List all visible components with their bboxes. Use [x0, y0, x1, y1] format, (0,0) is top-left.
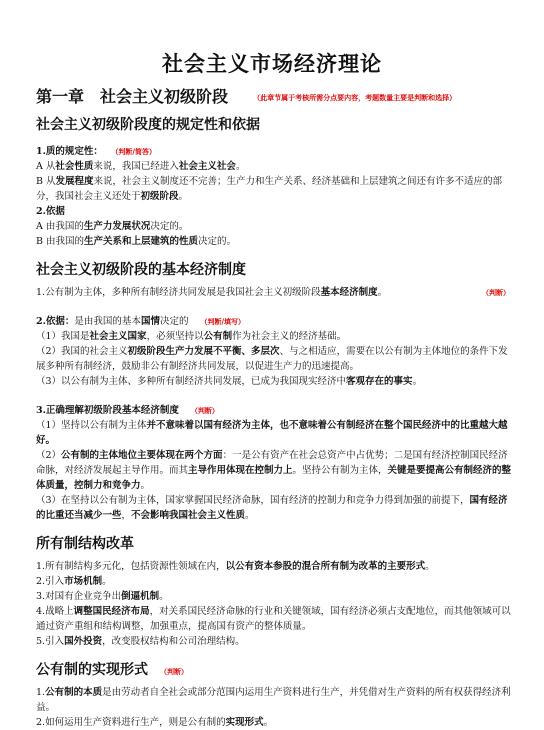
paragraph: 1.公有制的本质是由劳动者自全社会或部分范围内运用生产资料进行生产，并凭借对生产资料的所有权获得经济利益。	[36, 687, 511, 713]
paragraph: （3）在坚持以公有制为主体，国家掌握国民经济命脉，国有经济的控制力和竞争力得到加强的前提下，国有经济的比重还当减少一些，不会影响我国社会主义性质。	[36, 495, 508, 521]
paragraph: （3）以公有制为主体、多种所有制经济共同发展，已成为我国现实经济中客观存在的事实。	[36, 376, 423, 387]
paragraph: 4.战略上调整国民经济布局，对关系国民经济命脉的行业和关键领域，国有经济必须占支配地位，而其他领域可以通过资产重组和结构调整，加强重点，提高国有资产的整体质量。	[36, 606, 511, 632]
paragraph: 2.如何运用生产资料进行生产，则是公有制的实现形式。	[36, 717, 274, 728]
paragraph: B 从发展程度来说，社会主义制度还不完善；生产力和生产关系、经济基础和上层建筑之间还有许多不适应的部分，我国社会主义还处于初级阶段。	[36, 176, 503, 202]
paragraph: A 从社会性质来说，我国已经进入社会主义社会。	[36, 161, 246, 172]
paragraph: 1.所有制结构多元化，包括资源性领域在内，以公有资本参股的混合所有制为改革的主要形式。	[36, 561, 435, 572]
section-heading: 公有制的实现形式 （判断）	[36, 662, 188, 678]
paragraph: （1）坚持以公有制为主体并不意味着以国有经济为主体，也不意味着公有制经济在整个国民经济中的比重越大越好。	[36, 420, 508, 446]
paragraph: B 由我国的生产关系和上层建筑的性质决定的。	[36, 236, 237, 247]
section-heading: 社会主义初级阶段的基本经济制度	[36, 262, 246, 278]
document-body	[36, 114, 514, 730]
paragraph: 2.依据	[36, 206, 65, 217]
chapter-title: 第一章 社会主义初级阶段	[36, 87, 229, 106]
paragraph: A 由我国的生产力发展状况决定的。	[36, 221, 189, 232]
paragraph: （2）我国的社会主义初级阶段生产力发展不平衡、多层次、与之相适应，需要在以公有制为主体地位的条件下发展多种所有制经济，鼓励非公有制经济共同发展，以促进生产力的迅速提高。	[36, 346, 508, 372]
section-heading: 所有制结构改革	[36, 536, 134, 552]
chapter-heading-row	[36, 84, 524, 107]
document-title: 社会主义市场经济理论	[162, 51, 382, 76]
paragraph: （1）我国是社会主义国家，必须坚持以公有制作为社会主义的经济基础。	[36, 331, 347, 342]
red-note: （判断/简答）	[114, 147, 156, 156]
red-note: （判断）	[190, 406, 219, 415]
paragraph: 3.正确理解初级阶段基本经济制度 （判断）	[36, 405, 219, 416]
paragraph: 2.引入市场机制。	[36, 576, 112, 587]
paragraph: （判断） 1.公有制为主体，多种所有制经济共同发展是我国社会主义初级阶段基本经济制度。	[36, 287, 510, 298]
red-note: （判断/填写）	[200, 317, 246, 326]
paragraph: （2）公有制的主体地位主要体现在两个方面：一是公有资产在社会总资产中占优势；二是国有经济控制国民经济命脉，对经济发展起主导作用。而其主导作用体现在控制力上。坚持公有制为主体，关键是要提高公有制经济的整体质量，控制力和竞争力。	[36, 450, 512, 491]
red-note: （判断）	[482, 288, 510, 297]
paragraph: 1.质的规定性： （判断/简答）	[36, 146, 156, 157]
paragraph: 2.依据：是由我国的基本国情决定的 （判断/填写）	[36, 316, 246, 327]
chapter-note: （此章节属于考核所需分点要内容，考题数量主要是判断和选择）	[253, 93, 457, 102]
paragraph: 3.对国有企业竞争出倒逼机制。	[36, 591, 169, 602]
red-note: （判断）	[160, 667, 188, 676]
section-heading: 社会主义初级阶段度的规定性和依据	[36, 117, 260, 133]
paragraph: 5.引入国外投资，改变股权结构和公司治理结构。	[36, 636, 245, 647]
